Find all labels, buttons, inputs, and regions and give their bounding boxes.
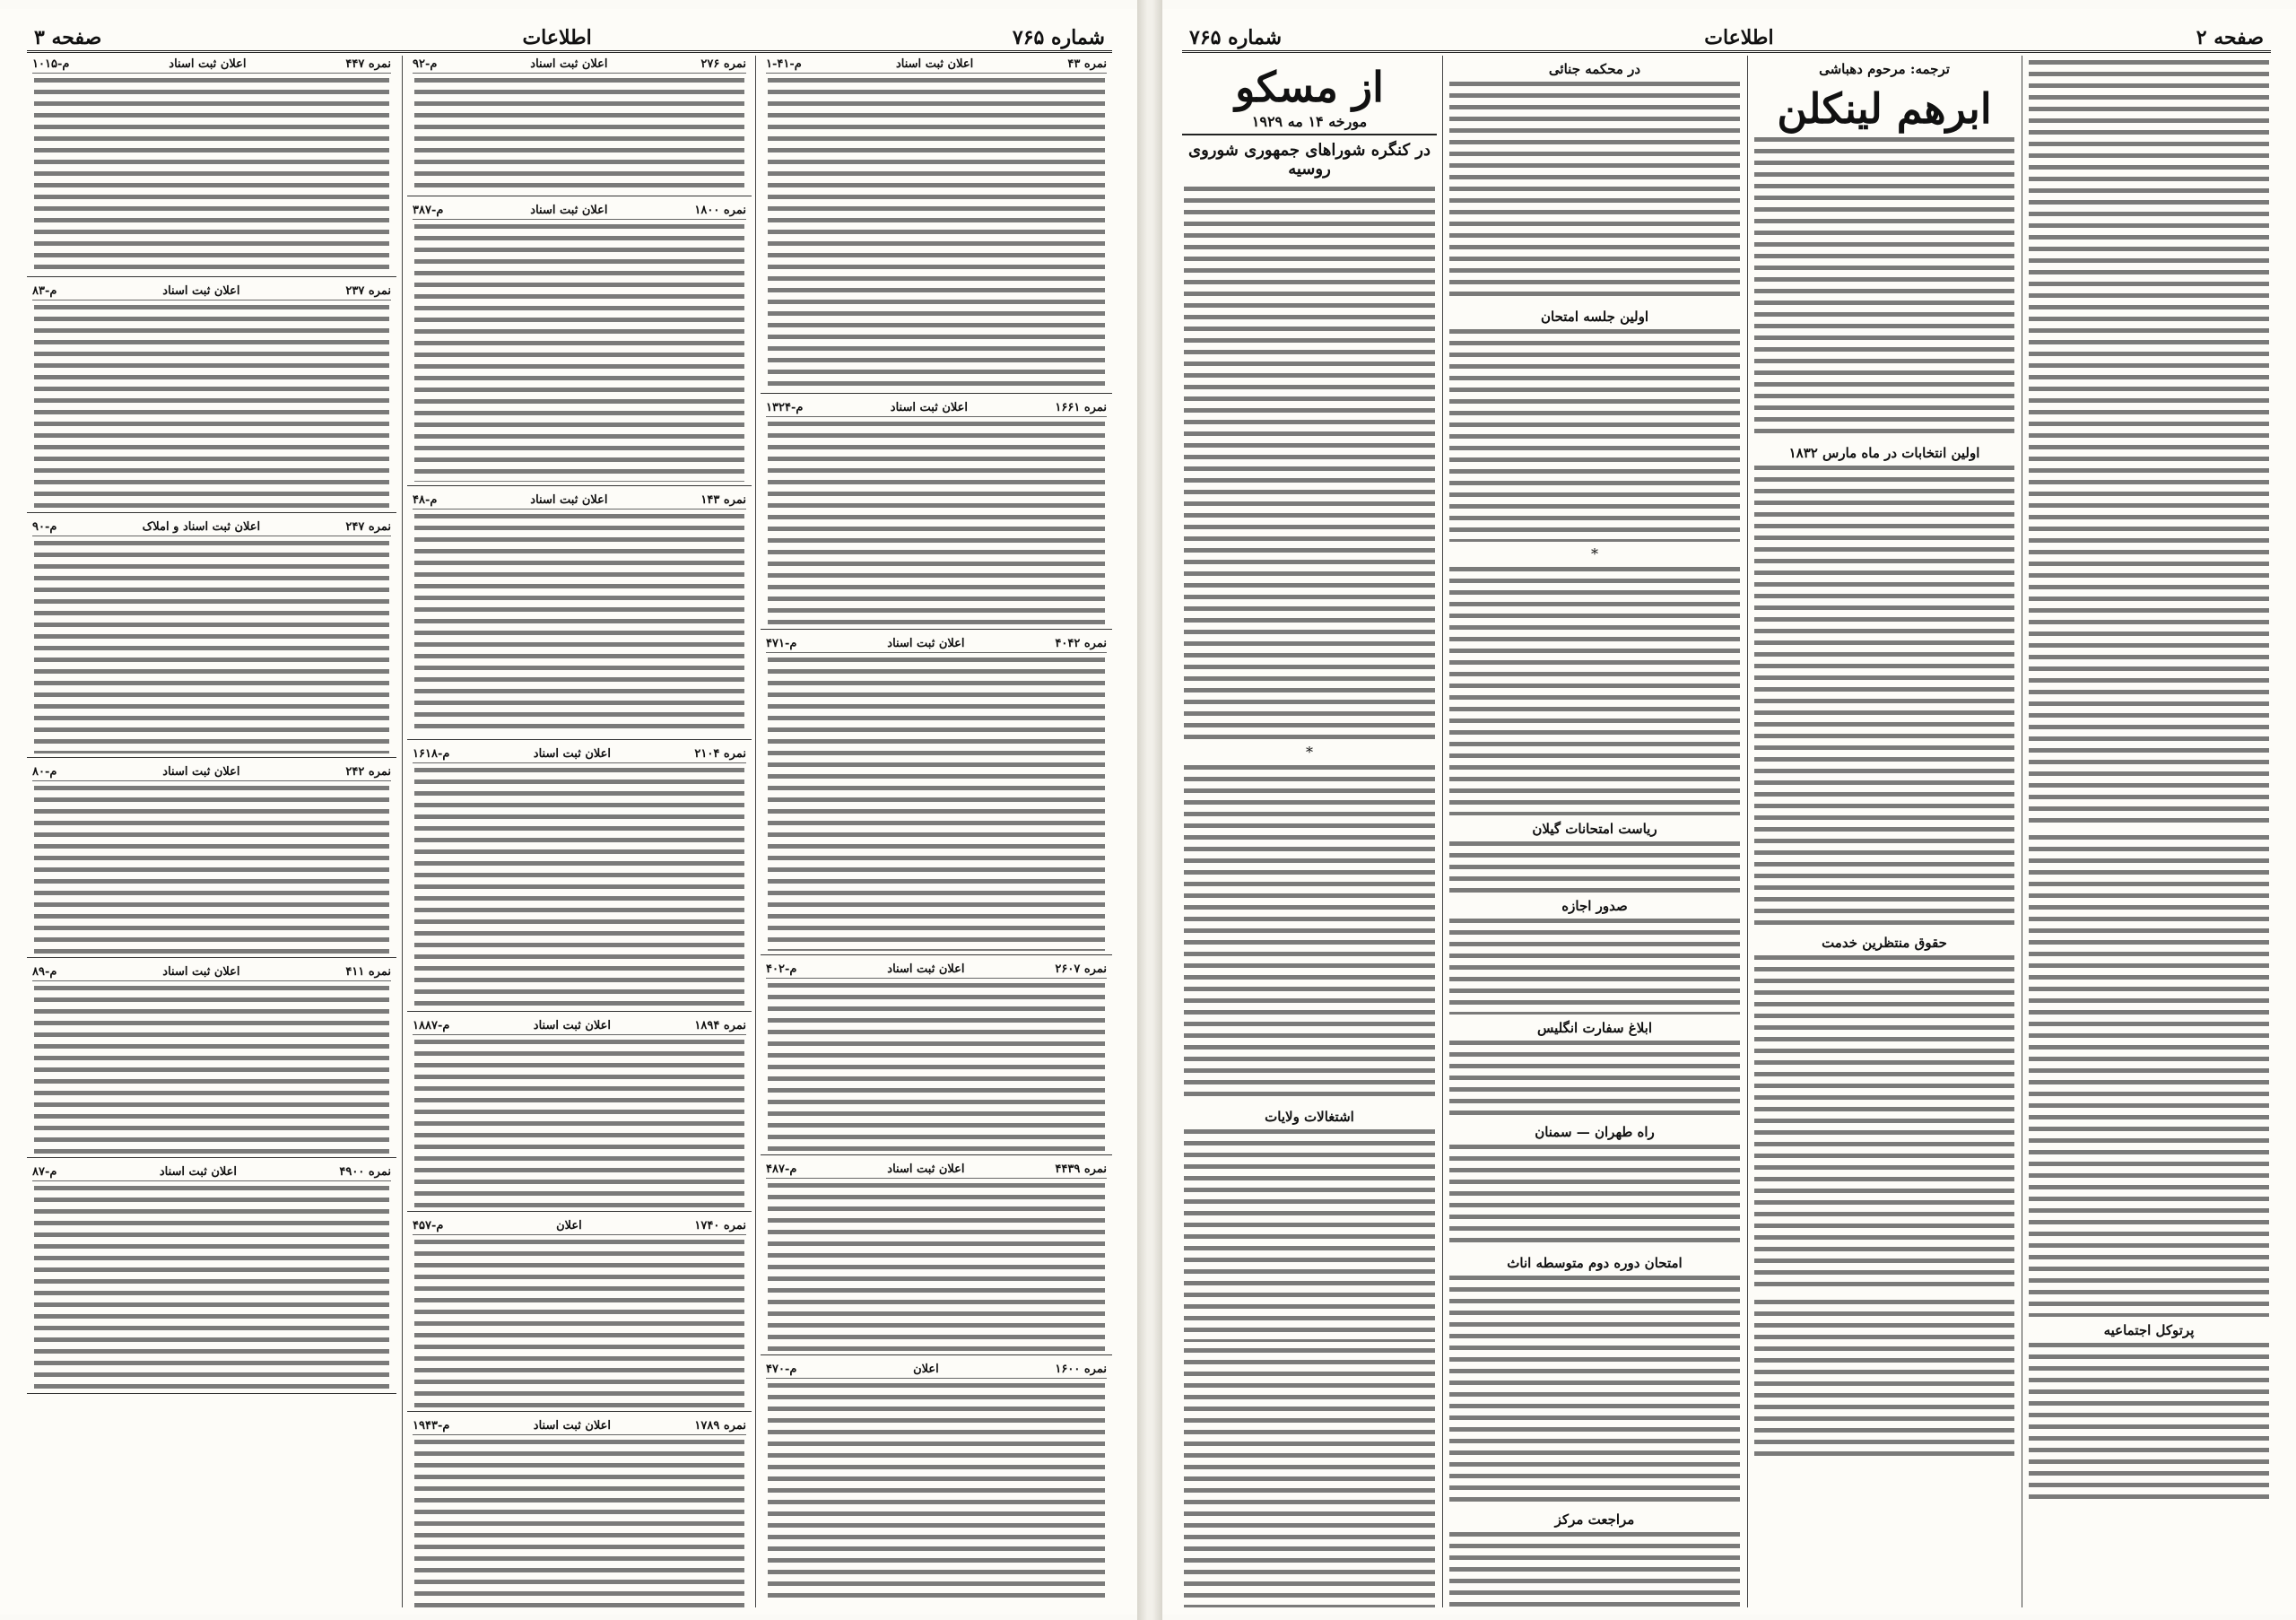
notice-code: م-۴۱-۱ xyxy=(766,57,802,71)
notice-header xyxy=(413,1217,746,1235)
notice-code: م-۱۳۲۴ xyxy=(766,401,804,414)
notice-number: نمره ۲۷۶ xyxy=(700,57,746,71)
legal-notice xyxy=(407,202,752,486)
notice-title: اعلان ثبت اسناد xyxy=(159,1165,238,1179)
column-divider xyxy=(1747,56,1748,1607)
section-heading: راه طهران — سمنان xyxy=(1535,1124,1655,1140)
notice-header xyxy=(32,763,391,781)
legal-notice xyxy=(761,56,1112,394)
notice-number: نمره ۴۰۴۲ xyxy=(1055,637,1107,650)
notice-code: م-۴۸۷ xyxy=(766,1163,797,1176)
left-page-column-right xyxy=(761,56,1112,1607)
notice-number: نمره ۱۸۹۴ xyxy=(694,1019,746,1032)
notice-number: نمره ۱۸۰۰ xyxy=(694,204,746,217)
notice-header xyxy=(766,635,1107,653)
notice-title: اعلان ثبت اسناد xyxy=(162,765,240,779)
notice-body-text xyxy=(2029,832,2269,1317)
section-heading: اولین انتخابات در ماه مارس ۱۸۳۲ xyxy=(1788,445,1980,461)
notice-code: م-۳۸۷ xyxy=(413,204,444,217)
notice-title: اعلان ثبت اسناد xyxy=(530,204,608,217)
notice-body-text xyxy=(1449,916,1740,1015)
notice-body-text xyxy=(1449,1142,1740,1250)
legal-notice xyxy=(761,1361,1112,1607)
column-divider xyxy=(402,56,403,1607)
column-divider xyxy=(1442,56,1443,1607)
notice-header xyxy=(32,518,391,536)
notice-header xyxy=(413,745,746,763)
notice-body-text xyxy=(1754,135,2014,440)
legal-notice xyxy=(407,492,752,740)
notice-body-text xyxy=(414,1437,744,1607)
legal-notice xyxy=(27,518,396,758)
notice-body-text xyxy=(2029,57,2269,829)
notice-body-text xyxy=(1184,184,1435,740)
section-heading: صدور اجازه xyxy=(1561,898,1628,914)
page-number: صفحه ۳ xyxy=(34,26,102,49)
notice-body-text xyxy=(1449,1529,1740,1607)
article-headline: از مسکو xyxy=(1235,63,1384,111)
notice-body-text xyxy=(1449,327,1740,542)
notice-header xyxy=(766,1361,1107,1379)
legal-notice xyxy=(407,1017,752,1212)
legal-notice xyxy=(761,635,1112,955)
notice-body-text xyxy=(1754,953,2014,1293)
right-page-column-far-right xyxy=(2027,56,2271,1607)
notice-body-text xyxy=(1184,1127,1435,1342)
notice-code: م-۹۰ xyxy=(32,520,57,534)
notice-body-text xyxy=(1449,1273,1740,1506)
newspaper-name: اطلاعات xyxy=(522,26,592,49)
notice-body-text xyxy=(34,783,389,954)
column-divider xyxy=(755,56,756,1607)
notice-number: نمره ۱۷۸۹ xyxy=(694,1419,746,1433)
notice-code: م-۱۰۱۵ xyxy=(32,57,70,71)
notice-header xyxy=(766,1161,1107,1179)
notice-number: نمره ۴۱۱ xyxy=(345,965,391,979)
newspaper-name: اطلاعات xyxy=(1704,26,1774,49)
notice-number: نمره ۲۳۷ xyxy=(345,284,391,298)
notice-body-text xyxy=(1754,463,2014,929)
section-heading: ریاست امتحانات گیلان xyxy=(1532,821,1657,837)
notice-body-text xyxy=(1449,564,1740,815)
notice-number: نمره ۱۶۶۱ xyxy=(1055,401,1107,414)
notice-body-text xyxy=(414,1237,744,1407)
legal-notice xyxy=(27,283,396,513)
section-heading: مراجعت مرکز xyxy=(1554,1511,1635,1528)
notice-title: اعلان xyxy=(556,1219,582,1232)
notice-code: م-۸۷ xyxy=(32,1165,57,1179)
notice-number: نمره ۱۴۳ xyxy=(700,493,746,507)
article-dateline: مورخه ۱۴ مه ۱۹۲۹ xyxy=(1182,113,1437,135)
issue-number: شماره ۷۶۵ xyxy=(1012,26,1105,49)
section-heading: * xyxy=(1591,545,1598,562)
notice-body-text xyxy=(768,655,1105,951)
notice-title: اعلان ثبت اسناد xyxy=(162,965,240,979)
notice-code: م-۸۳ xyxy=(32,284,57,298)
notice-title: اعلان xyxy=(913,1363,939,1376)
notice-header xyxy=(766,961,1107,979)
notice-body-text xyxy=(1184,1346,1435,1607)
legal-notice xyxy=(761,1161,1112,1355)
notice-body-text xyxy=(768,75,1105,389)
notice-title: اعلان ثبت اسناد xyxy=(533,1019,612,1032)
notice-header xyxy=(413,1417,746,1435)
notice-body-text xyxy=(34,302,389,509)
section-heading: اشتغالات ولایات xyxy=(1265,1109,1354,1125)
notice-number: نمره ۴۳ xyxy=(1067,57,1107,71)
notice-code: م-۸۰ xyxy=(32,765,57,779)
notice-title: اعلان ثبت اسناد xyxy=(533,1419,612,1433)
legal-notice xyxy=(407,745,752,1012)
right-newspaper-page xyxy=(1162,9,2296,1615)
article-translator: ترجمه: مرحوم دهباشی xyxy=(1819,61,1950,77)
notice-title: اعلان ثبت اسناد xyxy=(530,493,608,507)
left-newspaper-page xyxy=(0,9,1137,1615)
notice-number: نمره ۴۴۳۹ xyxy=(1055,1163,1107,1176)
right-page-column-lincoln xyxy=(1752,56,2016,1607)
right-page-header xyxy=(1182,25,2271,53)
legal-notice xyxy=(27,56,396,277)
notice-number: نمره ۲۱۰۴ xyxy=(694,747,746,761)
notice-title: اعلان ثبت اسناد و املاک xyxy=(142,520,261,534)
legal-notice xyxy=(27,963,396,1158)
notice-body-text xyxy=(768,1180,1105,1351)
notice-title: اعلان ثبت اسناد xyxy=(890,401,969,414)
page-gutter xyxy=(1137,0,1162,1620)
notice-title: اعلان ثبت اسناد xyxy=(887,1163,965,1176)
page-number: صفحه ۲ xyxy=(2196,26,2264,49)
notice-title: اعلان ثبت اسناد xyxy=(169,57,247,71)
notice-body-text xyxy=(414,511,744,736)
notice-body-text xyxy=(1184,762,1435,1103)
notice-title: اعلان ثبت اسناد xyxy=(887,962,965,976)
notice-body-text xyxy=(414,765,744,1007)
legal-notice xyxy=(407,56,752,196)
article-headline: ابرهم لینکلن xyxy=(1777,84,1992,133)
notice-code: م-۴۷۰ xyxy=(766,1363,797,1376)
legal-notice xyxy=(407,1417,752,1607)
right-page-column-moscow xyxy=(1182,56,1437,1607)
notice-header xyxy=(32,1163,391,1181)
notice-number: نمره ۴۹۰۰ xyxy=(339,1165,391,1179)
notice-number: نمره ۲۶۰۷ xyxy=(1055,962,1107,976)
section-heading: حقوق منتظرین خدمت xyxy=(1822,935,1947,951)
left-page-column-left xyxy=(27,56,396,1607)
issue-number: شماره ۷۶۵ xyxy=(1189,26,1283,49)
notice-body-text xyxy=(1754,1297,2014,1459)
legal-notice xyxy=(27,763,396,958)
notice-number: نمره ۴۴۷ xyxy=(345,57,391,71)
section-heading: در محکمه جنائی xyxy=(1548,61,1641,77)
section-heading: اولین جلسه امتحان xyxy=(1540,309,1649,325)
notice-body-text xyxy=(2029,1340,2269,1502)
notice-title: اعلان ثبت اسناد xyxy=(895,57,974,71)
notice-title: اعلان ثبت اسناد xyxy=(887,637,965,650)
notice-code: م-۱۹۴۳ xyxy=(413,1419,450,1433)
notice-number: نمره ۱۷۴۰ xyxy=(694,1219,746,1232)
notice-number: نمره ۲۴۲ xyxy=(345,765,391,779)
notice-header xyxy=(32,56,391,74)
left-page-header xyxy=(27,25,1112,53)
legal-notice xyxy=(761,399,1112,630)
notice-code: م-۴۰۲ xyxy=(766,962,797,976)
section-heading: امتحان دوره دوم متوسطه اناث xyxy=(1507,1255,1683,1271)
notice-body-text xyxy=(414,222,744,482)
notice-number: نمره ۱۶۰۰ xyxy=(1055,1363,1107,1376)
notice-header xyxy=(32,963,391,981)
notice-number: نمره ۲۴۷ xyxy=(345,520,391,534)
left-page-column-middle xyxy=(407,56,752,1607)
notice-body-text xyxy=(414,1037,744,1207)
legal-notice xyxy=(27,1163,396,1394)
notice-body-text xyxy=(34,75,389,273)
notice-title: اعلان ثبت اسناد xyxy=(162,284,240,298)
notice-code: م-۸۹ xyxy=(32,965,57,979)
notice-body-text xyxy=(768,419,1105,625)
notice-body-text xyxy=(34,1183,389,1389)
notice-header xyxy=(413,492,746,510)
article-subheadline: در کنگره شوراهای جمهوری شوروی روسیه xyxy=(1188,141,1431,179)
notice-code: م-۱۸۸۷ xyxy=(413,1019,450,1032)
section-heading: * xyxy=(1306,744,1313,761)
notice-body-text xyxy=(1449,1038,1740,1119)
notice-code: م-۱۶۱۸ xyxy=(413,747,450,761)
notice-body-text xyxy=(1449,839,1740,893)
notice-code: م-۹۲ xyxy=(413,57,438,71)
notice-header xyxy=(766,399,1107,417)
notice-body-text xyxy=(414,75,744,192)
notice-body-text xyxy=(768,1380,1105,1605)
notice-body-text xyxy=(34,983,389,1154)
notice-header xyxy=(413,56,746,74)
legal-notice xyxy=(407,1217,752,1412)
notice-title: اعلان ثبت اسناد xyxy=(533,747,612,761)
notice-header xyxy=(413,1017,746,1035)
notice-code: م-۴۸ xyxy=(413,493,438,507)
section-heading: ابلاغ سفارت انگلیس xyxy=(1536,1020,1653,1036)
notice-body-text xyxy=(1449,79,1740,303)
notice-body-text xyxy=(768,980,1105,1151)
notice-header xyxy=(32,283,391,300)
legal-notice xyxy=(761,961,1112,1155)
right-page-column-local-news xyxy=(1448,56,1742,1607)
notice-header xyxy=(413,202,746,220)
notice-header xyxy=(766,56,1107,74)
notice-code: م-۴۷۱ xyxy=(766,637,797,650)
notice-body-text xyxy=(34,538,389,753)
notice-code: م-۴۵۷ xyxy=(413,1219,444,1232)
notice-title: اعلان ثبت اسناد xyxy=(530,57,608,71)
section-heading: پرتوکل اجتماعیه xyxy=(2103,1322,2195,1338)
